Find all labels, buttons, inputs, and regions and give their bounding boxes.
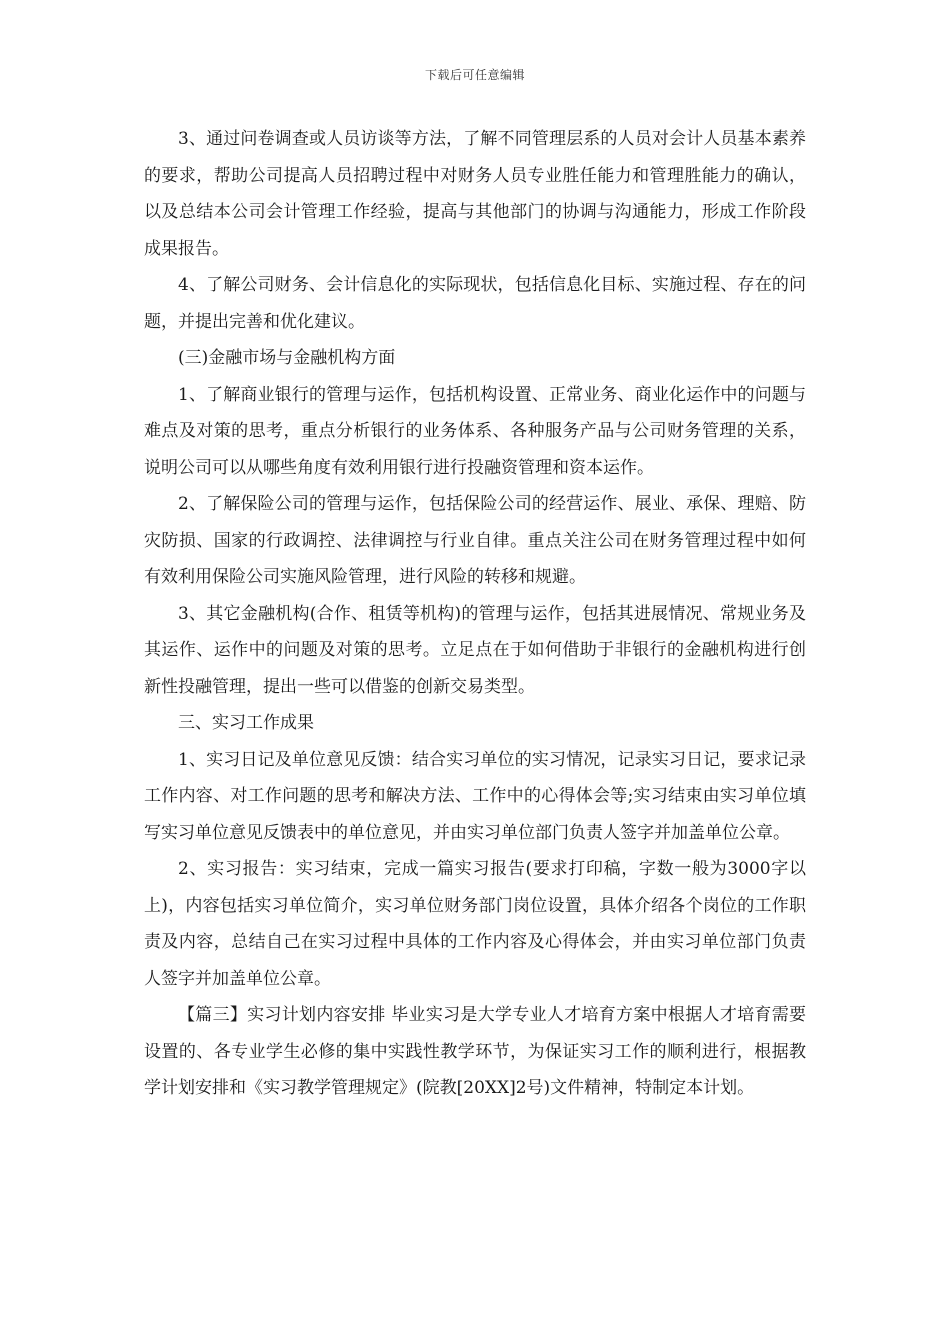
section-heading-results: 三、实习工作成果 <box>178 713 314 733</box>
paragraph-4-informatization: 4、了解公司财务、会计信息化的实际现状，包括信息化目标、实施过程、存在的问题，并提出完善和优化建议。 <box>144 275 806 332</box>
paragraph-3-other-institutions: 3、其它金融机构(合作、租赁等机构)的管理与运作，包括其进展情况、常规业务及其运作、运作中的问题及对策的思考。立足点在于如何借助于非银行的金融机构进行创新性投融管理，提出一些可以借鉴的创新交易类型。 <box>144 603 806 697</box>
paragraph-1-diary-feedback: 1、实习日记及单位意见反馈：结合实习单位的实习情况，记录实习日记，要求记录工作内容、对工作问题的思考和解决方法、工作中的心得体会等;实习结束由实习单位填写实习单位意见反馈表中的单位意见，并由实习单位部门负责人签字并加盖单位公章。 <box>144 749 806 843</box>
document-body <box>144 121 806 1107</box>
paragraph-2-report: 2、实习报告：实习结束，完成一篇实习报告(要求打印稿，字数一般为3000字以上)，内容包括实习单位简介，实习单位财务部门岗位设置，具体介绍各个岗位的工作职责及内容，总结自己在实习过程中具体的工作内容及心得体会，并由实习单位部门负责人签字并加盖单位公章。 <box>144 859 806 989</box>
section-heading-finance-market: (三)金融市场与金融机构方面 <box>178 348 396 368</box>
paragraph-2-insurance: 2、了解保险公司的管理与运作，包括保险公司的经营运作、展业、承保、理赔、防灾防损、国家的行政调控、法律调控与行业自律。重点关注公司在财务管理过程中如何有效利用保险公司实施风险管理，进行风险的转移和规避。 <box>144 494 806 587</box>
page-header: 下载后可任意编辑 <box>424 68 525 82</box>
paragraph-part-three: 【篇三】实习计划内容安排 毕业实习是大学专业人才培育方案中根据人才培育需要设置的、各专业学生必修的集中实践性教学环节，为保证实习工作的顺利进行，根据教学计划安排和《实习教学管理规定》(院教[20XX]2号)文件精神，特制定本计划。 <box>144 1005 806 1098</box>
paragraph-1-commercial-bank: 1、了解商业银行的管理与运作，包括机构设置、正常业务、商业化运作中的问题与难点及对策的思考，重点分析银行的业务体系、各种服务产品与公司财务管理的关系，说明公司可以从哪些角度有效利用银行进行投融资管理和资本运作。 <box>144 384 806 478</box>
paragraph-3-survey: 3、通过问卷调查或人员访谈等方法，了解不同管理层系的人员对会计人员基本素养的要求，帮助公司提高人员招聘过程中对财务人员专业胜任能力和管理胜能力的确认，以及总结本公司会计管理工作经验，提高与其他部门的协调与沟通能力，形成工作阶段成果报告。 <box>144 129 806 259</box>
